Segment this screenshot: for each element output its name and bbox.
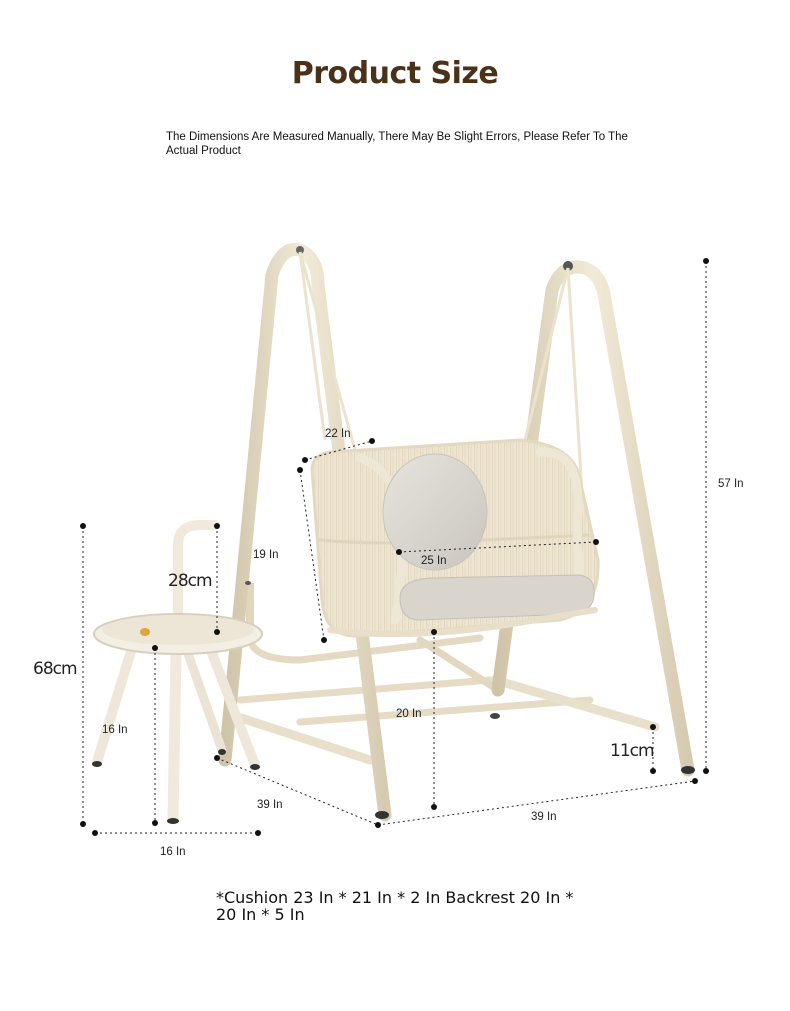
table-handle-label: 28cm [168,571,212,591]
table-height-label: 68cm [33,659,77,679]
seat-depth-label: 25 In [421,555,447,567]
table-width-label: 16 In [160,846,186,858]
page-title: Product Size [291,56,499,91]
seat-width-top-label: 22 In [325,428,351,440]
seat-height-label: 19 In [253,549,279,561]
frame-clearance-label: 11cm [610,741,654,761]
table-leg-span-label: 16 In [102,724,128,736]
measurement-note: The Dimensions Are Measured Manually, There May Be Slight Errors, Please Refer To The Actual Product [166,131,628,157]
seat-base-label: 20 In [396,708,422,720]
frame-depth-label: 39 In [257,799,283,811]
frame-height-label: 57 In [718,478,744,490]
swing-seat [312,440,598,636]
cushion-spec-note: *Cushion 23 In * 21 In * 2 In Backrest 20 In * 20 In * 5 In [216,888,574,924]
frame-width-label: 39 In [531,811,557,823]
fruit-decoration [140,628,150,636]
